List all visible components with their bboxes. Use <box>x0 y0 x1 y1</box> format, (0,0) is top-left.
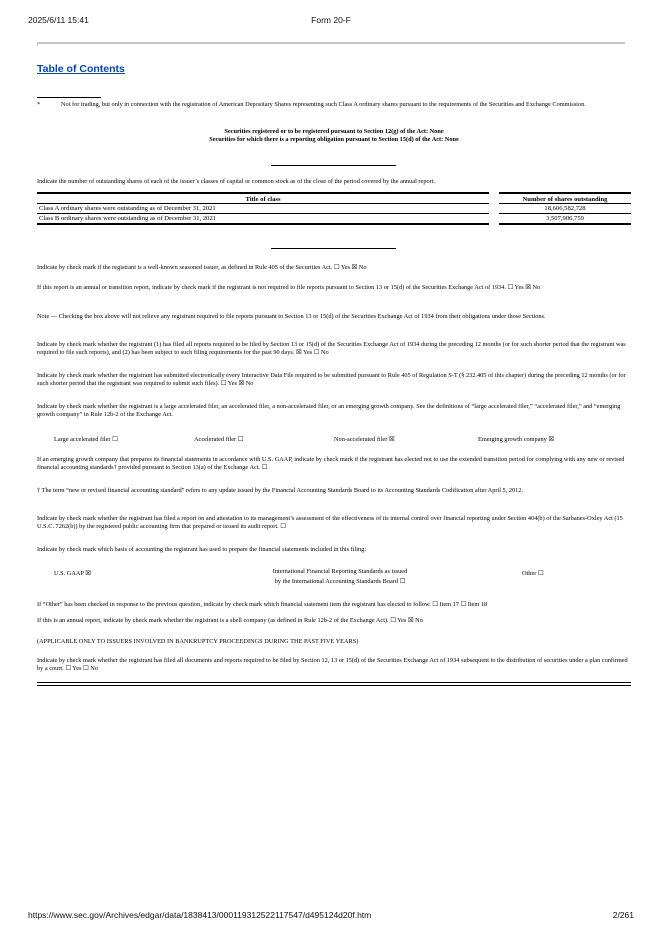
class-b-shares: 3,507,906,759 <box>499 214 631 225</box>
filed-all-reports: Indicate by check mark whether the registrant (1) has filed all reports required to be filed by Section 13 or 15(d) of the Securities Exchange Act of 1934 during the preceding 12 months (or for such shorter period that the registrant was required to file such reports), and (2) has been subject to such filing requirements for the past 90 days. ☒ Yes ☐ No <box>37 341 626 357</box>
outstanding-intro: Indicate the number of outstanding shares of each of the issuer’s classes of capital or common stock as of the close of the period covered by the annual report. <box>37 178 436 185</box>
note-text: Note — Checking the box above will not relieve any registrant required to file reports pursuant to Section 13 or 15(d) of the Securities Exchange Act of 1934 from their obligations under those Sections. <box>37 313 546 320</box>
icfr-attestation: Indicate by check mark whether the registrant has filed a report on and attestation to its management’s assessment of the effectiveness of its internal control over financial reporting under Section 404(b) of the Sarbanes-Oxley Act (15 U.S.C. 7262(b)) by the registered public accounting firm that prepared or issued its audit report. ☐ <box>37 515 623 531</box>
print-datetime: 2025/6/11 15:41 <box>28 15 89 25</box>
securities-12g: Securities registered or to be registered pursuant to Section 12(g) of the Act: None <box>224 128 444 135</box>
bankruptcy-heading: (APPLICABLE ONLY TO ISSUERS INVOLVED IN BANKRUPTCY PROCEEDINGS DURING THE PAST FIVE YEARS) <box>37 638 359 645</box>
bankruptcy-question: Indicate by check mark whether the registrant has filed all documents and reports required to be filed by Section 12, 13 or 15(d) of the Securities Exchange Act of 1934 subsequent to the distribution of securities under a plan confirmed by a court. ☐ Yes ☐ No <box>37 657 628 673</box>
us-gaap-option[interactable]: U.S. GAAP ☒ <box>54 570 91 577</box>
print-doc-title: Form 20-F <box>311 15 351 25</box>
dagger-footnote: † The term “new or revised financial accounting standard” refers to any update issued by the Financial Accounting Standards Board to its Accounting Standards Codification after April 5, 2012. <box>37 487 524 494</box>
ifrs-option-line1: International Financial Reporting Standards as issued <box>272 568 408 575</box>
class-a-shares: 18,606,582,728 <box>499 204 631 214</box>
ifrs-option-line2[interactable]: by the International Accounting Standards Board ☐ <box>274 578 406 585</box>
print-url: https://www.sec.gov/Archives/edgar/data/1838413/000119312522117547/d495124d20f.htm <box>28 910 372 920</box>
section-rule-2 <box>271 248 396 249</box>
other-basis-option[interactable]: Other ☐ <box>522 570 544 577</box>
table-of-contents-link[interactable]: Table of Contents <box>37 63 125 75</box>
not-required-to-file: If this report is an annual or transition report, indicate by check mark if the registrant is not required to file reports pursuant to Section 13 or 15(d) of the Securities Exchange Act of 1934. ☐ Yes ☒ No <box>37 284 541 291</box>
securities-15d: Securities for which there is a reporting obligation pursuant to Section 15(d) of the Act: None <box>209 136 459 143</box>
interactive-data: Indicate by check mark whether the registrant has submitted electronically every Interactive Data File required to be submitted pursuant to Rule 405 of Regulation S-T (§ 232.405 of this chapter) during the preceding 12 months (or for such shorter period that the registrant was required to submit such files). ☐ Yes ☒ No <box>37 372 626 388</box>
header-shares-outstanding: Number of shares outstanding <box>499 193 631 204</box>
table-row <box>37 214 631 225</box>
well-known-seasoned-issuer: Indicate by check mark if the registrant is a well-known seasoned issuer, as defined in Rule 405 of the Securities Act. ☐ Yes ☒ No <box>37 264 367 271</box>
top-divider-corner <box>37 42 38 46</box>
emerging-growth-election: If an emerging growth company that prepares its financial statements in accordance with U.S. GAAP, indicate by check mark if the registrant has elected not to use the extended transition period for complying with any new or revised financial accounting standards† provided pursuant to Section 13(a) of the Exchange Act. ☐ <box>37 456 625 472</box>
filer-type-question: Indicate by check mark whether the registrant is a large accelerated filer, an accelerated filer, a non-accelerated filer, or an emerging growth company. See the definitions of “large accelerated filer,” “accelerated filer,” and “emerging growth company” in Rule 12b-2 of the Exchange Act. <box>37 403 621 419</box>
shares-table <box>37 192 631 225</box>
footnote-mark: * <box>37 101 41 108</box>
large-accelerated-filer-option[interactable]: Large accelerated filer ☐ <box>54 436 118 443</box>
footnote-rule <box>37 97 101 98</box>
end-rule-top <box>37 682 631 683</box>
shares-table-header <box>37 193 631 204</box>
accounting-basis-question: Indicate by check mark which basis of accounting the registrant has used to prepare the financial statements included in this filing: <box>37 546 367 553</box>
class-b-title: Class B ordinary shares were outstanding as of December 31, 2021 <box>37 214 489 225</box>
table-row <box>37 204 631 214</box>
shell-company: If this is an annual report, indicate by check mark whether the registrant is a shell company (as defined in Rule 12b-2 of the Exchange Act). ☐ Yes ☒ No <box>37 617 423 624</box>
header-title-of-class: Title of class <box>37 193 489 204</box>
other-item-election: If “Other” has been checked in response to the previous question, indicate by check mark which financial statement item the registrant has elected to follow. ☐ Item 17 ☐ Item 18 <box>37 601 488 608</box>
section-rule-1 <box>271 165 396 166</box>
print-page-number: 2/261 <box>612 910 634 920</box>
emerging-growth-company-option[interactable]: Emerging growth company ☒ <box>478 436 555 443</box>
class-a-title: Class A ordinary shares were outstanding as of December 31, 2021 <box>37 204 489 214</box>
top-divider <box>37 42 625 44</box>
non-accelerated-filer-option[interactable]: Non-accelerated filer ☒ <box>334 436 395 443</box>
footnote-text: Not for trading, but only in connection with the registration of American Depositary Shares representing such Class A ordinary shares pursuant to the requirements of the Securities and Exchange Commission. <box>61 101 586 108</box>
end-rule-bottom <box>37 685 631 686</box>
accelerated-filer-option[interactable]: Accelerated filer ☐ <box>194 436 244 443</box>
